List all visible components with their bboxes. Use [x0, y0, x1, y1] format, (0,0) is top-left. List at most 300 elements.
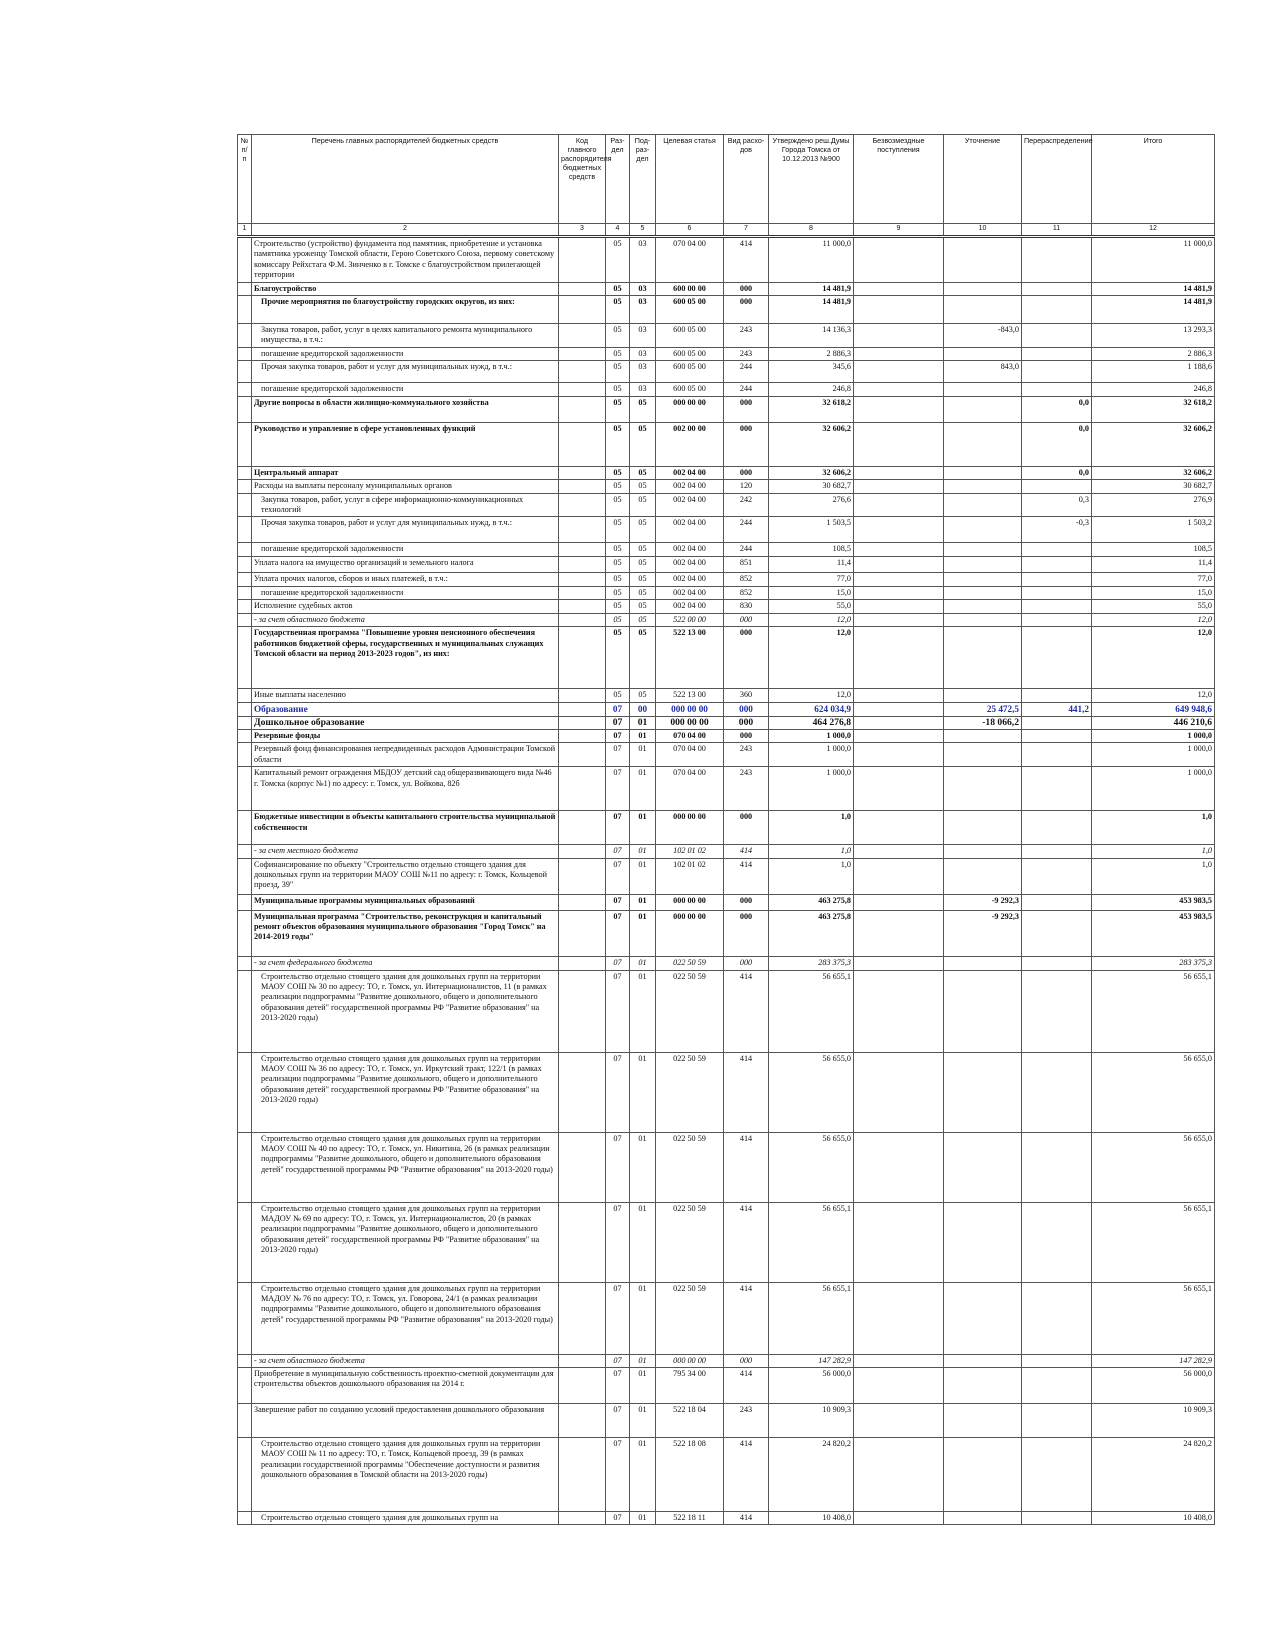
cell-grbs — [559, 1403, 606, 1437]
cell-total: 13 293,3 — [1092, 324, 1215, 348]
cell-total: 30 682,7 — [1092, 480, 1215, 493]
cell-grbs — [559, 543, 606, 557]
cell-approved: 108,5 — [769, 543, 854, 557]
cell-name: Строительство (устройство) фундамента под памятник, приобретение и установка памятника уроженцу Томской области, Герою Советского Союза, первому советскому комиссару Рейхстага Ф.М. Зинченко в г. Томске с благоустройством прилегающей территории — [252, 237, 559, 283]
cell-total: 12,0 — [1092, 689, 1215, 703]
table-row — [238, 956, 1215, 970]
cell-name: Образование — [252, 703, 559, 716]
cell-name: - за счет местного бюджета — [252, 845, 559, 858]
column-number-row — [238, 224, 1215, 237]
cell-grbs — [559, 1052, 606, 1132]
cell-clarification — [944, 422, 1022, 466]
cell-grants — [854, 970, 944, 1052]
cell-type: 830 — [724, 600, 769, 613]
cell-clarification — [944, 689, 1022, 703]
col-header-grants: Безвозмездные поступления — [854, 135, 944, 224]
col-number: 4 — [606, 224, 630, 237]
cell-redistribution — [1022, 894, 1092, 910]
table-row — [238, 348, 1215, 361]
cell-clarification — [944, 1354, 1022, 1367]
cell-clarification — [944, 466, 1022, 479]
cell-grants — [854, 1052, 944, 1132]
cell-razdel: 05 — [606, 493, 630, 517]
cell-grants — [854, 466, 944, 479]
cell-redistribution — [1022, 1052, 1092, 1132]
cell-total: 55,0 — [1092, 600, 1215, 613]
cell-type: 243 — [724, 324, 769, 348]
cell-podrazdel: 01 — [630, 1282, 656, 1354]
cell-type: 120 — [724, 480, 769, 493]
cell-razdel: 07 — [606, 1052, 630, 1132]
col-header-grbs: Код главного распорядителя бюджетных средств — [559, 135, 606, 224]
cell-name: - за счет областного бюджета — [252, 613, 559, 626]
cell-grants — [854, 383, 944, 396]
cell-approved: 283 375,3 — [769, 956, 854, 970]
cell-approved: 56 655,1 — [769, 970, 854, 1052]
cell-redistribution: 0,3 — [1022, 493, 1092, 517]
col-header-type: Вид расхо-дов — [724, 135, 769, 224]
cell-approved: 15,0 — [769, 586, 854, 599]
col-header-razdel: Раз-дел — [606, 135, 630, 224]
cell-name: Софинансирование по объекту "Строительство отдельно стоящего здания для дошкольных групп на территории МАОУ СОШ №11 по адресу: г. Томск, Кольцевой проезд, 39" — [252, 858, 559, 894]
cell-target: 600 05 00 — [656, 348, 724, 361]
cell-approved: 464 276,8 — [769, 716, 854, 729]
col-number: 1 — [238, 224, 252, 237]
cell-target: 600 05 00 — [656, 324, 724, 348]
cell-redistribution — [1022, 557, 1092, 573]
cell-type: 000 — [724, 894, 769, 910]
cell-grbs — [559, 956, 606, 970]
cell-razdel: 05 — [606, 613, 630, 626]
cell-grbs — [559, 517, 606, 543]
table-row — [238, 1437, 1215, 1511]
cell-grants — [854, 689, 944, 703]
cell-type: 000 — [724, 910, 769, 956]
table-row — [238, 422, 1215, 466]
cell-podrazdel: 01 — [630, 910, 656, 956]
cell-podrazdel: 01 — [630, 811, 656, 845]
cell-razdel: 07 — [606, 767, 630, 811]
cell-redistribution — [1022, 586, 1092, 599]
cell-razdel: 07 — [606, 1132, 630, 1202]
cell-clarification — [944, 383, 1022, 396]
cell-type: 000 — [724, 1354, 769, 1367]
cell-total: 11 000,0 — [1092, 237, 1215, 283]
cell-grants — [854, 517, 944, 543]
cell-redistribution — [1022, 767, 1092, 811]
table-row — [238, 845, 1215, 858]
cell-type: 360 — [724, 689, 769, 703]
cell-podrazdel: 01 — [630, 970, 656, 1052]
table-row — [238, 970, 1215, 1052]
table-row — [238, 466, 1215, 479]
cell-name: Строительство отдельно стоящего здания для дошкольных групп на территории МАДОУ № 76 по адресу: ТО, г. Томск, ул. Говорова, 24/1 (в рамках реализации подпрограммы "Развитие дошкольного, общего и дополнительного образования детей" государственной программы РФ "Развитие образования" на 2013-2020 годы) — [252, 1282, 559, 1354]
cell-total: 147 282,9 — [1092, 1354, 1215, 1367]
cell-redistribution — [1022, 1367, 1092, 1403]
cell-approved: 30 682,7 — [769, 480, 854, 493]
cell-name: Строительство отдельно стоящего здания для дошкольных групп на территории МАОУ СОШ № 30 по адресу: ТО, г. Томск, ул. Интернационалистов, 11 (в рамках реализации подпрограммы "Развитие дошкольного, общего и дополнительного образования детей" государственной программы РФ "Развитие образования" на 2013-2020 годы) — [252, 970, 559, 1052]
cell-podrazdel: 01 — [630, 1403, 656, 1437]
cell-grants — [854, 493, 944, 517]
cell-grants — [854, 716, 944, 729]
cell-redistribution — [1022, 811, 1092, 845]
cell-grbs — [559, 767, 606, 811]
cell-grants — [854, 1437, 944, 1511]
cell-target: 022 50 59 — [656, 970, 724, 1052]
col-number: 7 — [724, 224, 769, 237]
cell-grbs — [559, 396, 606, 422]
table-row — [238, 543, 1215, 557]
cell-total: 56 655,0 — [1092, 1132, 1215, 1202]
cell-grbs — [559, 811, 606, 845]
cell-num — [238, 348, 252, 361]
cell-clarification — [944, 845, 1022, 858]
cell-grants — [854, 767, 944, 811]
cell-podrazdel: 01 — [630, 1132, 656, 1202]
cell-grants — [854, 910, 944, 956]
col-number: 10 — [944, 224, 1022, 237]
cell-name: Резервные фонды — [252, 729, 559, 742]
cell-type: 000 — [724, 703, 769, 716]
cell-clarification — [944, 600, 1022, 613]
cell-target: 022 50 59 — [656, 1282, 724, 1354]
cell-redistribution — [1022, 613, 1092, 626]
cell-podrazdel: 05 — [630, 493, 656, 517]
cell-total: 1 188,6 — [1092, 361, 1215, 383]
cell-total: 246,8 — [1092, 383, 1215, 396]
cell-type: 243 — [724, 743, 769, 767]
cell-grants — [854, 543, 944, 557]
cell-num — [238, 586, 252, 599]
cell-num — [238, 627, 252, 689]
cell-podrazdel: 05 — [630, 557, 656, 573]
cell-redistribution — [1022, 1403, 1092, 1437]
cell-grbs — [559, 1354, 606, 1367]
cell-grbs — [559, 586, 606, 599]
cell-grants — [854, 1367, 944, 1403]
cell-redistribution — [1022, 361, 1092, 383]
cell-grbs — [559, 703, 606, 716]
cell-num — [238, 480, 252, 493]
cell-grants — [854, 1403, 944, 1437]
cell-total: 56 000,0 — [1092, 1367, 1215, 1403]
cell-grbs — [559, 716, 606, 729]
cell-grbs — [559, 348, 606, 361]
cell-target: 522 18 08 — [656, 1437, 724, 1511]
cell-grants — [854, 348, 944, 361]
table-row — [238, 383, 1215, 396]
cell-redistribution — [1022, 1511, 1092, 1524]
cell-target: 000 00 00 — [656, 894, 724, 910]
header-row — [238, 135, 1215, 224]
table-row — [238, 324, 1215, 348]
cell-type: 414 — [724, 845, 769, 858]
table-row — [238, 1511, 1215, 1524]
cell-target: 002 04 00 — [656, 480, 724, 493]
col-number: 3 — [559, 224, 606, 237]
cell-total: 32 606,2 — [1092, 466, 1215, 479]
col-number: 9 — [854, 224, 944, 237]
cell-total: 453 983,5 — [1092, 910, 1215, 956]
cell-target: 022 50 59 — [656, 956, 724, 970]
cell-type: 000 — [724, 716, 769, 729]
cell-razdel: 07 — [606, 970, 630, 1052]
cell-redistribution: 0,0 — [1022, 396, 1092, 422]
cell-num — [238, 1367, 252, 1403]
cell-clarification — [944, 1282, 1022, 1354]
cell-target: 000 00 00 — [656, 910, 724, 956]
cell-podrazdel: 03 — [630, 237, 656, 283]
cell-approved: 12,0 — [769, 689, 854, 703]
cell-num — [238, 324, 252, 348]
cell-razdel: 07 — [606, 1437, 630, 1511]
cell-redistribution — [1022, 324, 1092, 348]
cell-target: 070 04 00 — [656, 767, 724, 811]
cell-grbs — [559, 613, 606, 626]
cell-clarification — [944, 1437, 1022, 1511]
cell-name: - за счет федерального бюджета — [252, 956, 559, 970]
cell-razdel: 07 — [606, 910, 630, 956]
cell-clarification — [944, 729, 1022, 742]
cell-grants — [854, 1282, 944, 1354]
cell-podrazdel: 01 — [630, 729, 656, 742]
cell-grants — [854, 324, 944, 348]
cell-redistribution — [1022, 1354, 1092, 1367]
cell-target: 070 04 00 — [656, 237, 724, 283]
cell-approved: 10 408,0 — [769, 1511, 854, 1524]
table-row — [238, 600, 1215, 613]
cell-clarification — [944, 282, 1022, 295]
cell-razdel: 07 — [606, 743, 630, 767]
cell-approved: 12,0 — [769, 627, 854, 689]
table-row — [238, 689, 1215, 703]
cell-podrazdel: 03 — [630, 324, 656, 348]
cell-type: 242 — [724, 493, 769, 517]
cell-name: Строительство отдельно стоящего здания для дошкольных групп на территории МАОУ СОШ № 36 по адресу: ТО, г. Томск, ул. Иркутский тракт, 122/1 (в рамках реализации подпрограммы "Развитие дошкольного, общего и дополнительного образования детей" государственной программы РФ "Развитие образования" на 2013-2020 годы) — [252, 1052, 559, 1132]
cell-total: 283 375,3 — [1092, 956, 1215, 970]
cell-grants — [854, 396, 944, 422]
cell-podrazdel: 05 — [630, 573, 656, 586]
cell-grbs — [559, 1367, 606, 1403]
col-header-clarification: Уточнение — [944, 135, 1022, 224]
cell-razdel: 05 — [606, 361, 630, 383]
cell-type: 000 — [724, 956, 769, 970]
cell-type: 414 — [724, 1367, 769, 1403]
cell-grbs — [559, 970, 606, 1052]
cell-podrazdel: 05 — [630, 466, 656, 479]
cell-grants — [854, 956, 944, 970]
cell-name: Прочие мероприятия по благоустройству городских округов, из них: — [252, 296, 559, 324]
cell-redistribution — [1022, 627, 1092, 689]
cell-name: Резервный фонд финансирования непредвиденных расходов Администрации Томской области — [252, 743, 559, 767]
cell-razdel: 07 — [606, 1354, 630, 1367]
cell-grants — [854, 703, 944, 716]
cell-target: 522 13 00 — [656, 627, 724, 689]
table-row — [238, 296, 1215, 324]
cell-total: 14 481,9 — [1092, 282, 1215, 295]
cell-podrazdel: 03 — [630, 348, 656, 361]
cell-redistribution — [1022, 1202, 1092, 1282]
cell-approved: 246,8 — [769, 383, 854, 396]
cell-type: 414 — [724, 1052, 769, 1132]
cell-num — [238, 1132, 252, 1202]
cell-name: Расходы на выплаты персоналу муниципальных органов — [252, 480, 559, 493]
cell-grbs — [559, 237, 606, 283]
col-header-total: Итого — [1092, 135, 1215, 224]
cell-approved: 1,0 — [769, 811, 854, 845]
cell-razdel: 07 — [606, 729, 630, 742]
cell-num — [238, 767, 252, 811]
cell-approved: 56 000,0 — [769, 1367, 854, 1403]
cell-grants — [854, 613, 944, 626]
cell-target: 022 50 59 — [656, 1052, 724, 1132]
cell-approved: 1 503,5 — [769, 517, 854, 543]
cell-clarification — [944, 1367, 1022, 1403]
cell-podrazdel: 01 — [630, 1437, 656, 1511]
cell-redistribution — [1022, 743, 1092, 767]
cell-grants — [854, 845, 944, 858]
cell-target: 070 04 00 — [656, 743, 724, 767]
cell-clarification — [944, 543, 1022, 557]
cell-num — [238, 396, 252, 422]
cell-type: 414 — [724, 1511, 769, 1524]
cell-name: Муниципальная программа "Строительство, реконструкция и капитальный ремонт объектов образования муниципального образования "Город Томск" на 2014-2019 годы" — [252, 910, 559, 956]
cell-razdel: 05 — [606, 296, 630, 324]
cell-total: 56 655,1 — [1092, 1202, 1215, 1282]
cell-name: погашение кредиторской задолженности — [252, 348, 559, 361]
cell-num — [238, 845, 252, 858]
cell-clarification — [944, 970, 1022, 1052]
cell-grbs — [559, 557, 606, 573]
cell-target: 000 00 00 — [656, 716, 724, 729]
cell-type: 852 — [724, 573, 769, 586]
cell-razdel: 05 — [606, 573, 630, 586]
cell-name: - за счет областного бюджета — [252, 1354, 559, 1367]
cell-podrazdel: 01 — [630, 1202, 656, 1282]
table-row — [238, 767, 1215, 811]
cell-grbs — [559, 858, 606, 894]
cell-target: 002 04 00 — [656, 586, 724, 599]
cell-podrazdel: 00 — [630, 703, 656, 716]
cell-total: 1,0 — [1092, 845, 1215, 858]
cell-redistribution — [1022, 1132, 1092, 1202]
cell-num — [238, 729, 252, 742]
cell-total: 77,0 — [1092, 573, 1215, 586]
cell-clarification — [944, 517, 1022, 543]
table-row — [238, 517, 1215, 543]
cell-approved: 276,6 — [769, 493, 854, 517]
cell-approved: 56 655,1 — [769, 1282, 854, 1354]
cell-num — [238, 716, 252, 729]
col-header-num: № п/п — [238, 135, 252, 224]
cell-total: 1 000,0 — [1092, 743, 1215, 767]
col-header-name: Перечень главных распорядителей бюджетных средств — [252, 135, 559, 224]
cell-approved: 11,4 — [769, 557, 854, 573]
cell-num — [238, 383, 252, 396]
col-header-podrazdel: Под-раз-дел — [630, 135, 656, 224]
cell-clarification — [944, 811, 1022, 845]
cell-num — [238, 811, 252, 845]
cell-grants — [854, 1132, 944, 1202]
cell-total: 12,0 — [1092, 613, 1215, 626]
cell-target: 002 00 00 — [656, 422, 724, 466]
cell-name: Руководство и управление в сфере установленных функций — [252, 422, 559, 466]
table-row — [238, 613, 1215, 626]
cell-clarification — [944, 613, 1022, 626]
cell-num — [238, 1437, 252, 1511]
cell-grbs — [559, 894, 606, 910]
cell-approved: 56 655,1 — [769, 1202, 854, 1282]
cell-total: 649 948,6 — [1092, 703, 1215, 716]
cell-target: 070 04 00 — [656, 729, 724, 742]
cell-approved: 463 275,8 — [769, 910, 854, 956]
cell-num — [238, 858, 252, 894]
cell-name: Закупка товаров, работ, услуг в сфере информационно-коммуникационных технологий — [252, 493, 559, 517]
cell-total: 108,5 — [1092, 543, 1215, 557]
cell-clarification: -843,0 — [944, 324, 1022, 348]
table-row — [238, 1052, 1215, 1132]
cell-num — [238, 1282, 252, 1354]
col-number: 5 — [630, 224, 656, 237]
cell-grbs — [559, 296, 606, 324]
cell-razdel: 07 — [606, 1367, 630, 1403]
cell-razdel: 05 — [606, 383, 630, 396]
cell-name: Другие вопросы в области жилищно-коммунального хозяйства — [252, 396, 559, 422]
table-row — [238, 743, 1215, 767]
table-row — [238, 396, 1215, 422]
cell-grants — [854, 361, 944, 383]
cell-razdel: 05 — [606, 422, 630, 466]
cell-type: 000 — [724, 466, 769, 479]
cell-grants — [854, 237, 944, 283]
cell-type: 851 — [724, 557, 769, 573]
cell-redistribution — [1022, 543, 1092, 557]
cell-num — [238, 557, 252, 573]
cell-name: Строительство отдельно стоящего здания для дошкольных групп на — [252, 1511, 559, 1524]
cell-num — [238, 422, 252, 466]
cell-redistribution — [1022, 237, 1092, 283]
table-row — [238, 811, 1215, 845]
cell-grants — [854, 480, 944, 493]
cell-total: 1 000,0 — [1092, 767, 1215, 811]
cell-total: 10 909,3 — [1092, 1403, 1215, 1437]
cell-razdel: 05 — [606, 480, 630, 493]
cell-grants — [854, 1354, 944, 1367]
cell-redistribution — [1022, 600, 1092, 613]
cell-num — [238, 1052, 252, 1132]
table-body — [238, 237, 1215, 1525]
table-row — [238, 573, 1215, 586]
cell-num — [238, 1202, 252, 1282]
cell-total: 1,0 — [1092, 811, 1215, 845]
cell-name: Исполнение судебных актов — [252, 600, 559, 613]
cell-type: 000 — [724, 422, 769, 466]
cell-razdel: 07 — [606, 956, 630, 970]
cell-name: погашение кредиторской задолженности — [252, 543, 559, 557]
cell-clarification: 843,0 — [944, 361, 1022, 383]
cell-num — [238, 517, 252, 543]
cell-target: 600 05 00 — [656, 296, 724, 324]
cell-razdel: 05 — [606, 237, 630, 283]
cell-total: 1,0 — [1092, 858, 1215, 894]
cell-podrazdel: 05 — [630, 480, 656, 493]
table-row — [238, 910, 1215, 956]
cell-approved: 463 275,8 — [769, 894, 854, 910]
cell-total: 453 983,5 — [1092, 894, 1215, 910]
cell-target: 102 01 02 — [656, 845, 724, 858]
cell-redistribution — [1022, 910, 1092, 956]
cell-name: Иные выплаты населению — [252, 689, 559, 703]
